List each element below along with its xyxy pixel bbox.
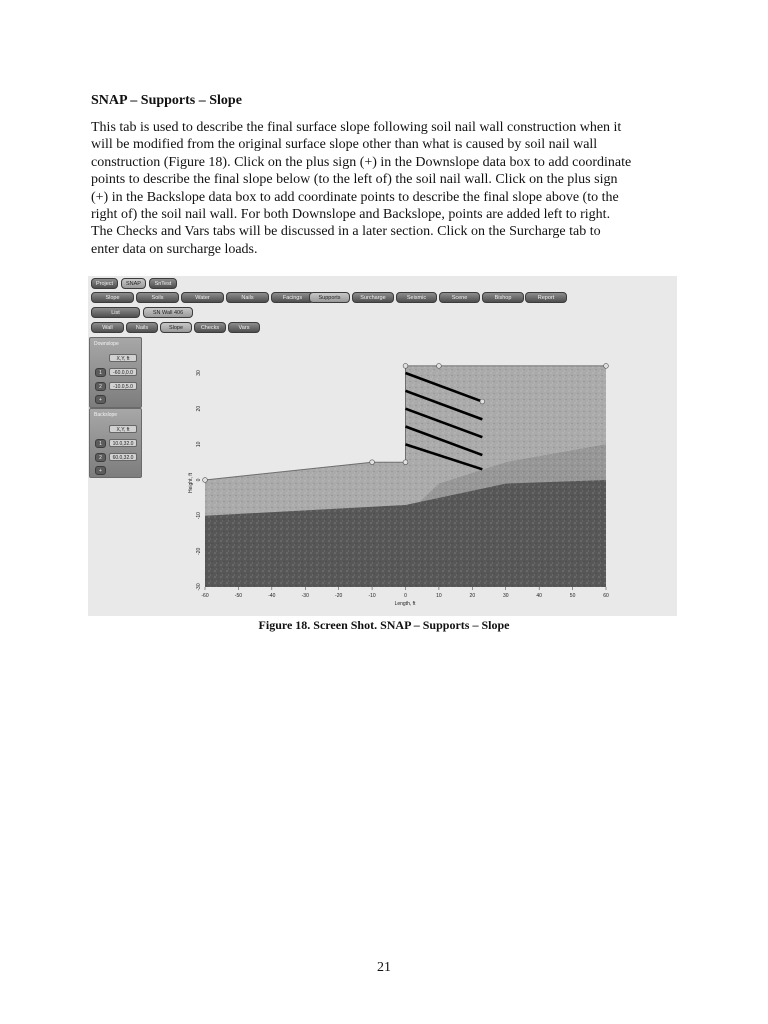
paragraph-line: enter data on surcharge loads.: [91, 241, 258, 257]
tab-facings[interactable]: Facings: [271, 292, 314, 303]
tab-project[interactable]: Project: [91, 278, 118, 289]
page-number: 21: [377, 960, 391, 975]
x-tick-label: 30: [502, 593, 509, 599]
wall-name-field[interactable]: SN Wall 406: [143, 307, 193, 318]
tab-seismic[interactable]: Seismic: [396, 292, 437, 303]
subtab-slope[interactable]: Slope: [160, 322, 192, 333]
slope-point-handle[interactable]: [403, 460, 408, 465]
x-tick-label: -50: [234, 593, 243, 599]
paragraph-line: The Checks and Vars tabs will be discussed in a later section. Click on the Surcharge tab to: [91, 224, 601, 240]
slope-diagram: [88, 276, 677, 616]
paragraph-line: (+) in the Backslope data box to add coordinate points to describe the final slope above (to the: [91, 189, 619, 205]
slope-point-handle[interactable]: [203, 478, 208, 483]
y-axis-label: Height, ft: [188, 472, 194, 494]
subtab-checks[interactable]: Checks: [194, 322, 226, 333]
paragraph-line: This tab is used to describe the final surface slope following soil nail wall construction when it: [91, 120, 622, 135]
tab-soils[interactable]: Soils: [136, 292, 179, 303]
backslope-point-field[interactable]: 60.0,32.0: [109, 453, 137, 461]
downslope-point-field[interactable]: -10.0,5.0: [109, 382, 137, 390]
list-button[interactable]: List: [91, 307, 140, 318]
slope-point-handle[interactable]: [370, 460, 375, 465]
backslope-row-index[interactable]: 2: [95, 453, 106, 462]
tab-snap[interactable]: SNAP: [121, 278, 146, 289]
x-tick-label: -40: [268, 593, 276, 599]
paragraph-line: points to describe the final slope below (to the left of) the soil nail wall. Click on the plus sign: [91, 172, 618, 188]
y-tick-label: 20: [196, 405, 202, 412]
tab-bishop[interactable]: Bishop: [482, 292, 524, 303]
downslope-header: X,Y, ft: [109, 354, 137, 362]
paragraph-line: construction (Figure 18). Click on the plus sign (+) in the Downslope data box to add coordinate: [91, 154, 632, 170]
tab-scene[interactable]: Scene: [439, 292, 480, 303]
tab-sntest[interactable]: SnTest: [149, 278, 177, 289]
tab-report[interactable]: Report: [525, 292, 567, 303]
downslope-row-index[interactable]: 2: [95, 382, 106, 391]
backslope-row-index[interactable]: 1: [95, 439, 106, 448]
screenshot-figure: [88, 276, 677, 616]
y-axis: [196, 370, 202, 591]
paragraph-line: right of) the soil nail wall. For both Downslope and Backslope, points are added left to right.: [91, 207, 611, 223]
figure-caption: Figure 18. Screen Shot. SNAP – Supports – Slope: [258, 618, 510, 632]
x-tick-label: 60: [603, 593, 609, 599]
y-tick-label: 10: [196, 441, 202, 448]
y-tick-label: -20: [196, 547, 202, 555]
y-tick-label: -10: [196, 512, 202, 520]
y-tick-label: 0: [196, 478, 202, 482]
slope-point-handle[interactable]: [480, 399, 485, 404]
x-tick-label: -30: [301, 593, 309, 599]
downslope-point-field[interactable]: -60.0,0.0: [109, 368, 137, 376]
subtab-wall[interactable]: Wall: [91, 322, 124, 333]
body-paragraph: [91, 119, 691, 258]
tab-water[interactable]: Water: [181, 292, 224, 303]
downslope-add-button[interactable]: +: [95, 395, 106, 404]
backslope-add-button[interactable]: +: [95, 466, 106, 475]
tab-supports[interactable]: Supports: [309, 292, 350, 303]
x-tick-label: 50: [569, 593, 576, 599]
x-tick-label: 10: [436, 593, 442, 599]
x-tick-label: -10: [368, 593, 376, 599]
slope-point-handle[interactable]: [604, 363, 609, 368]
downslope-row-index[interactable]: 1: [95, 368, 106, 377]
tab-surcharge[interactable]: Surcharge: [352, 292, 394, 303]
subtab-nails[interactable]: Nails: [126, 322, 158, 333]
slope-point-handle[interactable]: [403, 363, 408, 368]
y-tick-label: 30: [196, 370, 202, 376]
x-tick-label: 0: [404, 593, 407, 599]
backslope-header: X,Y, ft: [109, 425, 137, 433]
section-heading: SNAP – Supports – Slope: [91, 93, 242, 108]
paragraph-line: will be modified from the original surface slope other than what is caused by soil nail wall: [91, 137, 598, 153]
subtab-vars[interactable]: Vars: [228, 322, 260, 333]
x-axis-label: Length, ft: [394, 601, 416, 607]
backslope-title: Backslope: [94, 412, 118, 418]
downslope-title: Downslope: [94, 341, 119, 347]
x-tick-label: 20: [469, 593, 476, 599]
tab-nails[interactable]: Nails: [226, 292, 269, 303]
x-tick-label: 40: [536, 593, 542, 599]
backslope-point-field[interactable]: 10.0,32.0: [109, 439, 137, 447]
x-axis: [201, 587, 609, 599]
x-tick-label: -20: [335, 593, 343, 599]
x-tick-label: -60: [201, 593, 209, 599]
y-tick-label: -30: [196, 583, 202, 591]
slope-point-handle[interactable]: [437, 363, 442, 368]
tab-slope[interactable]: Slope: [91, 292, 134, 303]
